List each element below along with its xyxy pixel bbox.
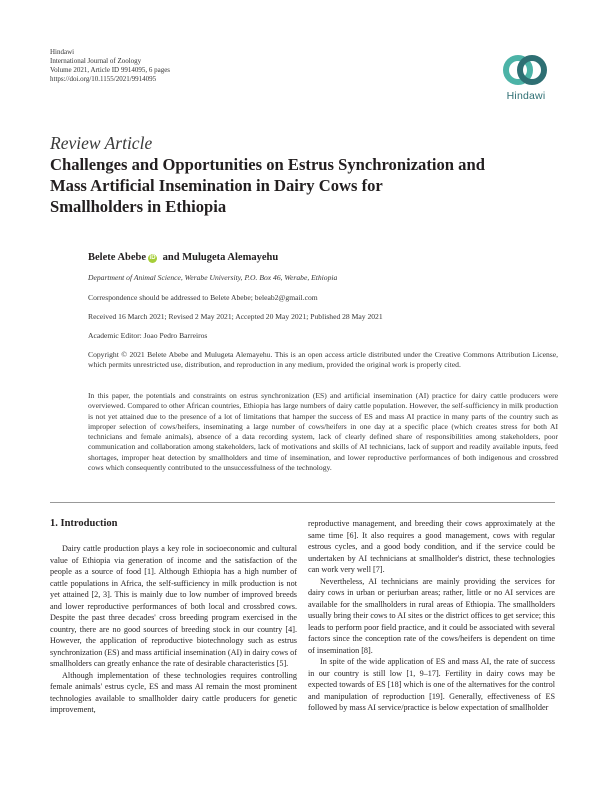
author-list — [88, 252, 278, 263]
journal-name: International Journal of Zoology — [50, 57, 142, 65]
orcid-icon[interactable]: iD — [149, 255, 156, 261]
title-line: Smallholders in Ethiopia — [50, 197, 227, 216]
journal-info — [50, 48, 170, 84]
title-line: Challenges and Opportunities on Estrus Synchronization and — [50, 155, 485, 174]
author-name[interactable]: Belete Abebe — [88, 252, 147, 263]
journal-doi[interactable]: https://doi.org/10.1155/2021/9914095 — [50, 75, 157, 83]
academic-editor: Academic Editor: Joao Pedro Barreiros — [88, 331, 208, 340]
body-paragraph: Dairy cattle production plays a key role in socioeconomic and cultural value of Ethiopia via generation of income and the satisfaction of the people as a source of food [1]. Although Ethiopia has a high number of cattle populations in Africa, the self-sufficiency in milk production is not yet attained [2, 3]. This is mainly due to low number of improved breeds and lower reproductive performances of both local and crossbred cows. Despite the past three decades' cross breeding program exercised in the country, there are no good sources of breeding stock in our country [4]. However, the application of reproductive biotechnology such as estrus synchronization (ES) and mass artificial insemination (AI) in dairy cows of smallholders can greatly enhance the rate of desirable characteristics [5]. — [50, 544, 297, 668]
affiliation: Department of Animal Science, Werabe University, P.O. Box 46, Werabe, Ethiopia — [88, 273, 338, 282]
abstract: In this paper, the potentials and constraints on estrus synchronization (ES) and artificial insemination (AI) practice for dairy cattle producers were overviewed. Compared to other African countries, Ethiopia has large numbers of dairy cattle population. However, the self-sufficiency in milk production is not yet attained due to the presence of a lot of limitations that hamper the success of ES and mass AI practice in many parts of the country such as improper selection of cows/heifers, inseminating a large number of cows/heifers in one day at a specific place (which creates stress for both AI technicians and female animals), absence of a data recording system, lack of clearly defined share of responsibilities among stakeholders, poor communication and collaboration among stakeholders, lack of motivations and skills of AI technicians, lack of support and readily available inputs, feed shortages, improper heat detection by smallholders and time of insemination, and lower reproductive performances of both indigenous and crossbred cows which consequently contributed to the unsuccessfulness of the technology. — [88, 391, 558, 473]
correspondence: Correspondence should be addressed to Belete Abebe; beleab2@gmail.com — [88, 293, 318, 302]
journal-volume: Volume 2021, Article ID 9914095, 6 pages — [50, 66, 171, 74]
section-heading: 1. Introduction — [50, 518, 118, 529]
body-paragraph: In spite of the wide application of ES and mass AI, the rate of success in our country is still low [1, 9–17]. Fertility in dairy cows may be expected towards of ES [18] which is one of the alternatives for the control and manipulation of reproduction [19]. Generally, effectiveness of ES followed by mass AI service/practice is below expectation of smallholder — [308, 657, 555, 712]
article-title — [50, 154, 570, 217]
title-line: Mass Artificial Insemination in Dairy Cows for — [50, 176, 383, 195]
author-name: and Mulugeta Alemayehu — [160, 252, 279, 263]
copyright-notice: Copyright © 2021 Belete Abebe and Mulugeta Alemayehu. This is an open access article distributed under the Creative Commons Attribution License, which permits unrestricted use, distribution, and reproduction in any medium, provided the original work is properly cited. — [88, 350, 558, 369]
section-divider — [50, 502, 555, 503]
publisher-name: Hindawi — [50, 48, 75, 56]
article-type: Review Article — [50, 133, 153, 153]
body-paragraph: Nevertheless, AI technicians are mainly providing the services for dairy cows in urban or periurban areas; rather, little or no AI services are available for the smallholders in rural areas of Ethiopia. The smallholders usually bring their cows to AI sites or the district offices to get service; this leads to perform poor field practice, and it could be associated with several factors since the conception rate of the cows/heifers is dependent on time of insemination [8]. — [308, 576, 555, 655]
logo-text: Hindawi — [506, 90, 546, 102]
publication-dates: Received 16 March 2021; Revised 2 May 2021; Accepted 20 May 2021; Published 28 May 2021 — [88, 312, 383, 321]
body-paragraph: reproductive management, and breeding their cows approximately at the same time [6]. It also requires a good management, cows with regular estrous cycles, and a good body condition, and if the service could be undertaken by AI technicians at smallholder's district, these technologies can work very well [7]. — [308, 519, 555, 574]
left-column — [50, 518, 297, 716]
body-paragraph: Although implementation of these technologies requires controlling female animals' estrus cycle, ES and mass AI remain the most prominent technologies available to smallholder dairy cattle producers for genetic improvement, — [50, 670, 297, 714]
right-column — [308, 518, 555, 714]
